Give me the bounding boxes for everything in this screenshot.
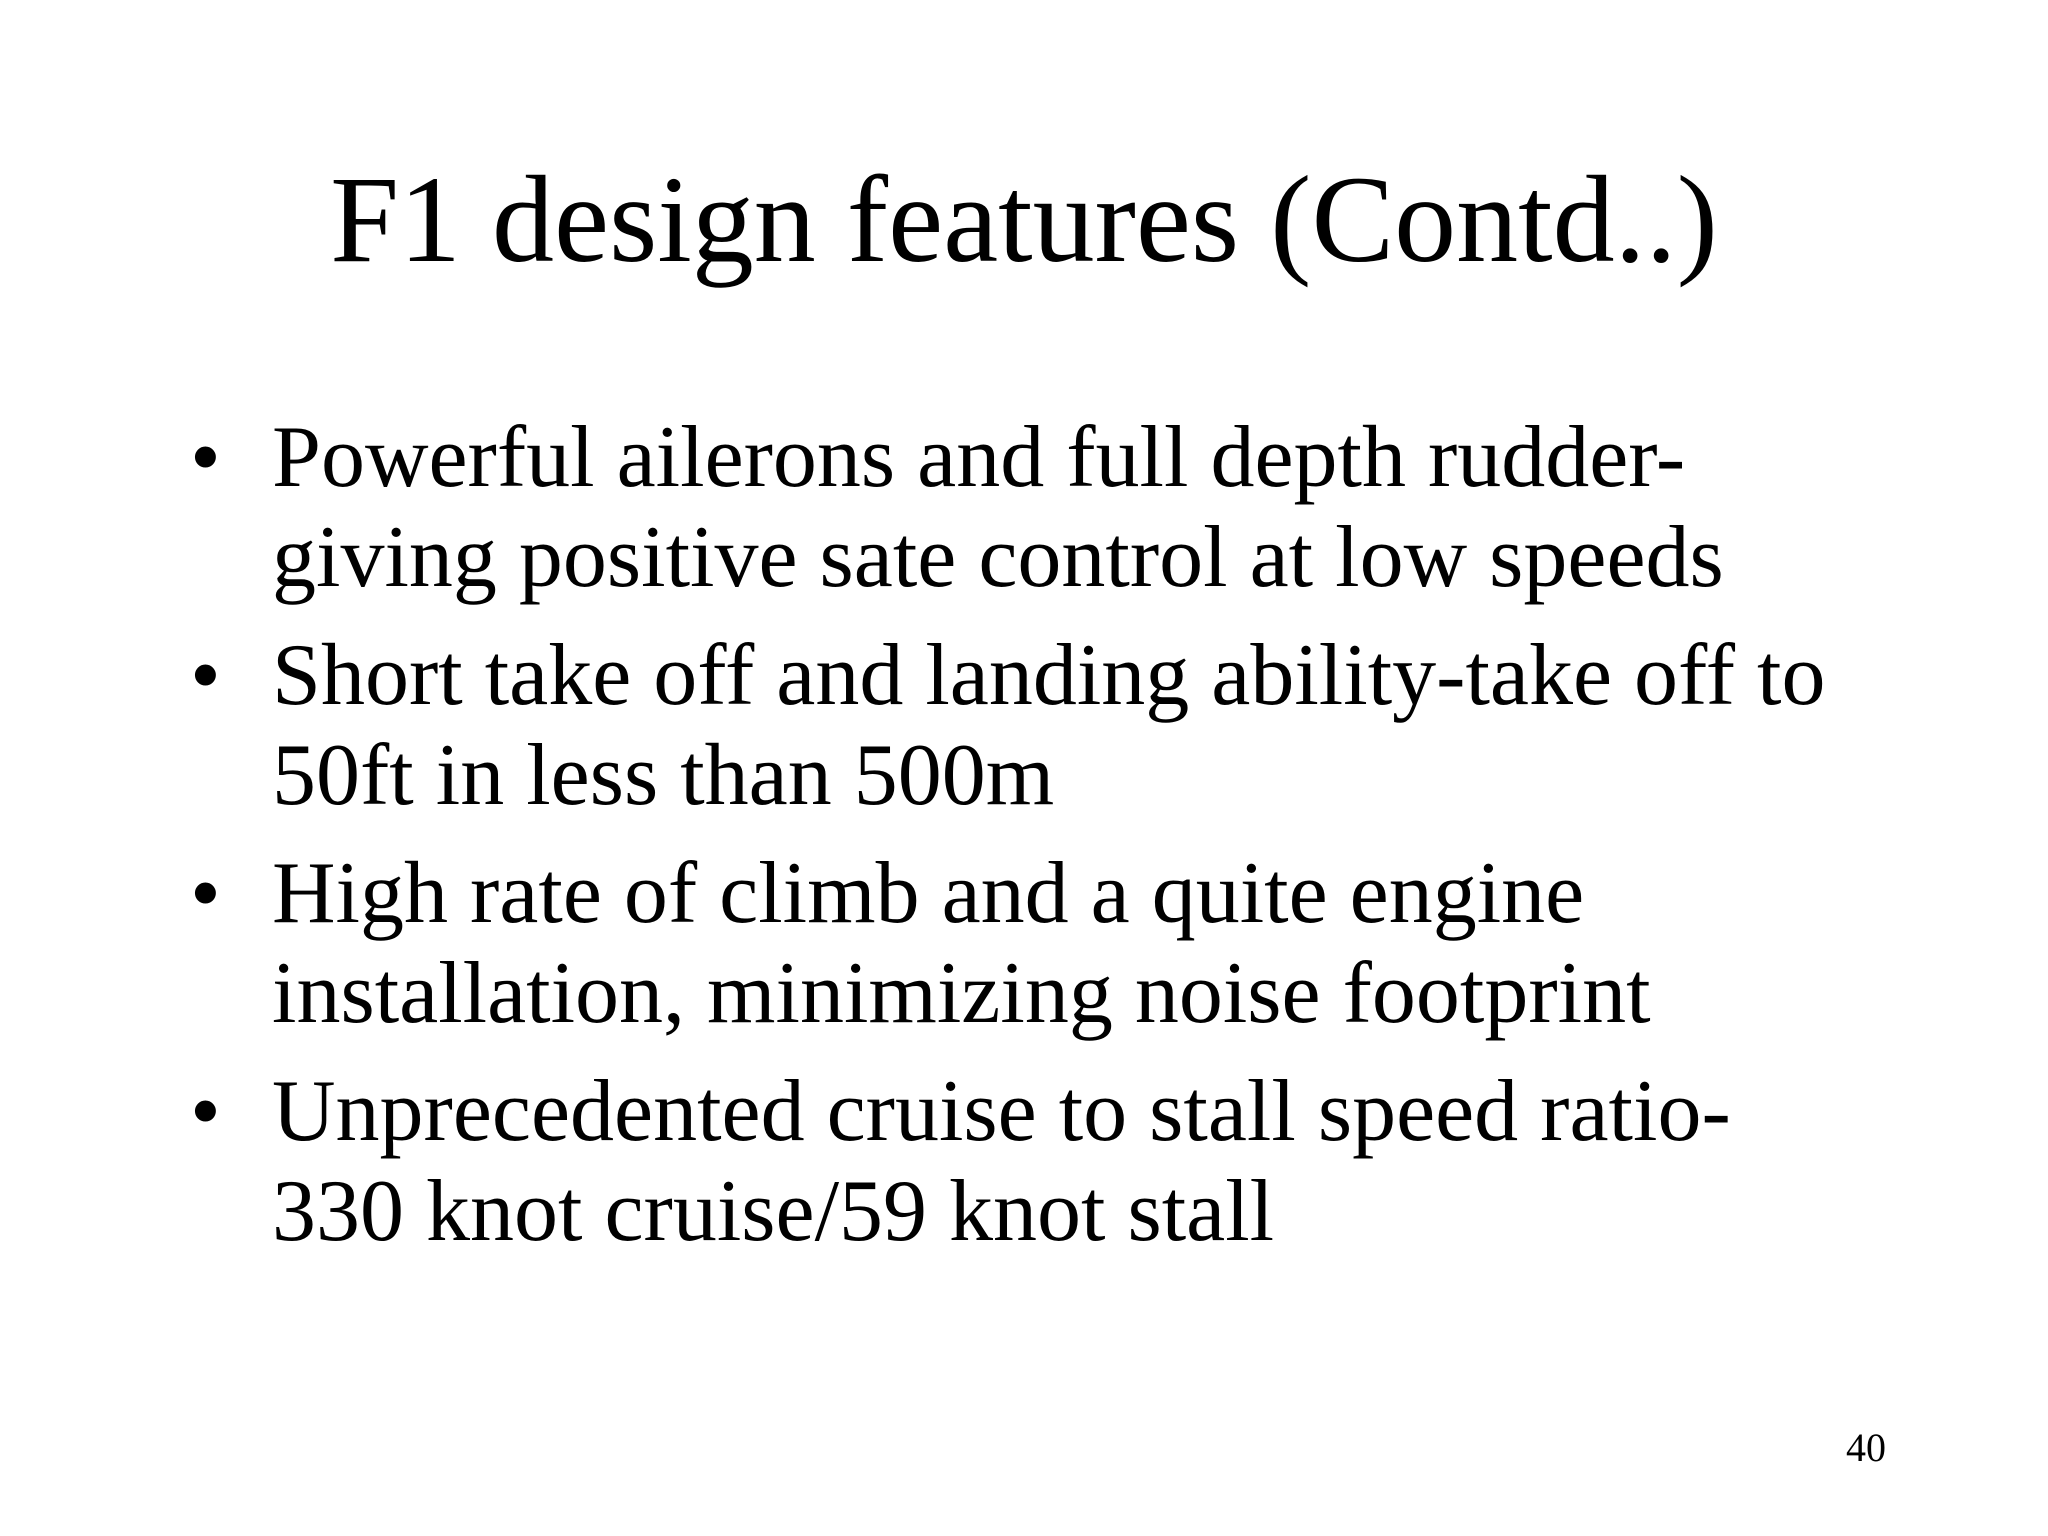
- bullet-line: Unprecedented cruise to stall speed ratio-: [272, 1063, 1731, 1160]
- bullet-line: High rate of climb and a quite engine: [272, 845, 1585, 942]
- bullet-list: [190, 408, 1930, 1280]
- bullet-line: giving positive sate control at low speeds: [272, 509, 1724, 606]
- bullet-dot-icon: •: [190, 1063, 221, 1160]
- bullet-line: 50ft in less than 500m: [272, 727, 1055, 824]
- bullet-line: installation, minimizing noise footprint: [272, 945, 1651, 1042]
- bullet-item: [190, 626, 1930, 826]
- page-number: 40: [1846, 1425, 1886, 1470]
- bullet-line: 330 knot cruise/59 knot stall: [272, 1163, 1275, 1260]
- bullet-line: Short take off and landing ability-take off to: [272, 627, 1826, 724]
- bullet-dot-icon: •: [190, 627, 221, 724]
- bullet-item: [190, 408, 1930, 608]
- bullet-item: [190, 844, 1930, 1044]
- bullet-line: Powerful ailerons and full depth rudder-: [272, 409, 1686, 506]
- bullet-dot-icon: •: [190, 845, 221, 942]
- slide-title: F1 design features (Contd..): [330, 151, 1718, 288]
- bullet-dot-icon: •: [190, 409, 221, 506]
- bullet-item: [190, 1062, 1930, 1262]
